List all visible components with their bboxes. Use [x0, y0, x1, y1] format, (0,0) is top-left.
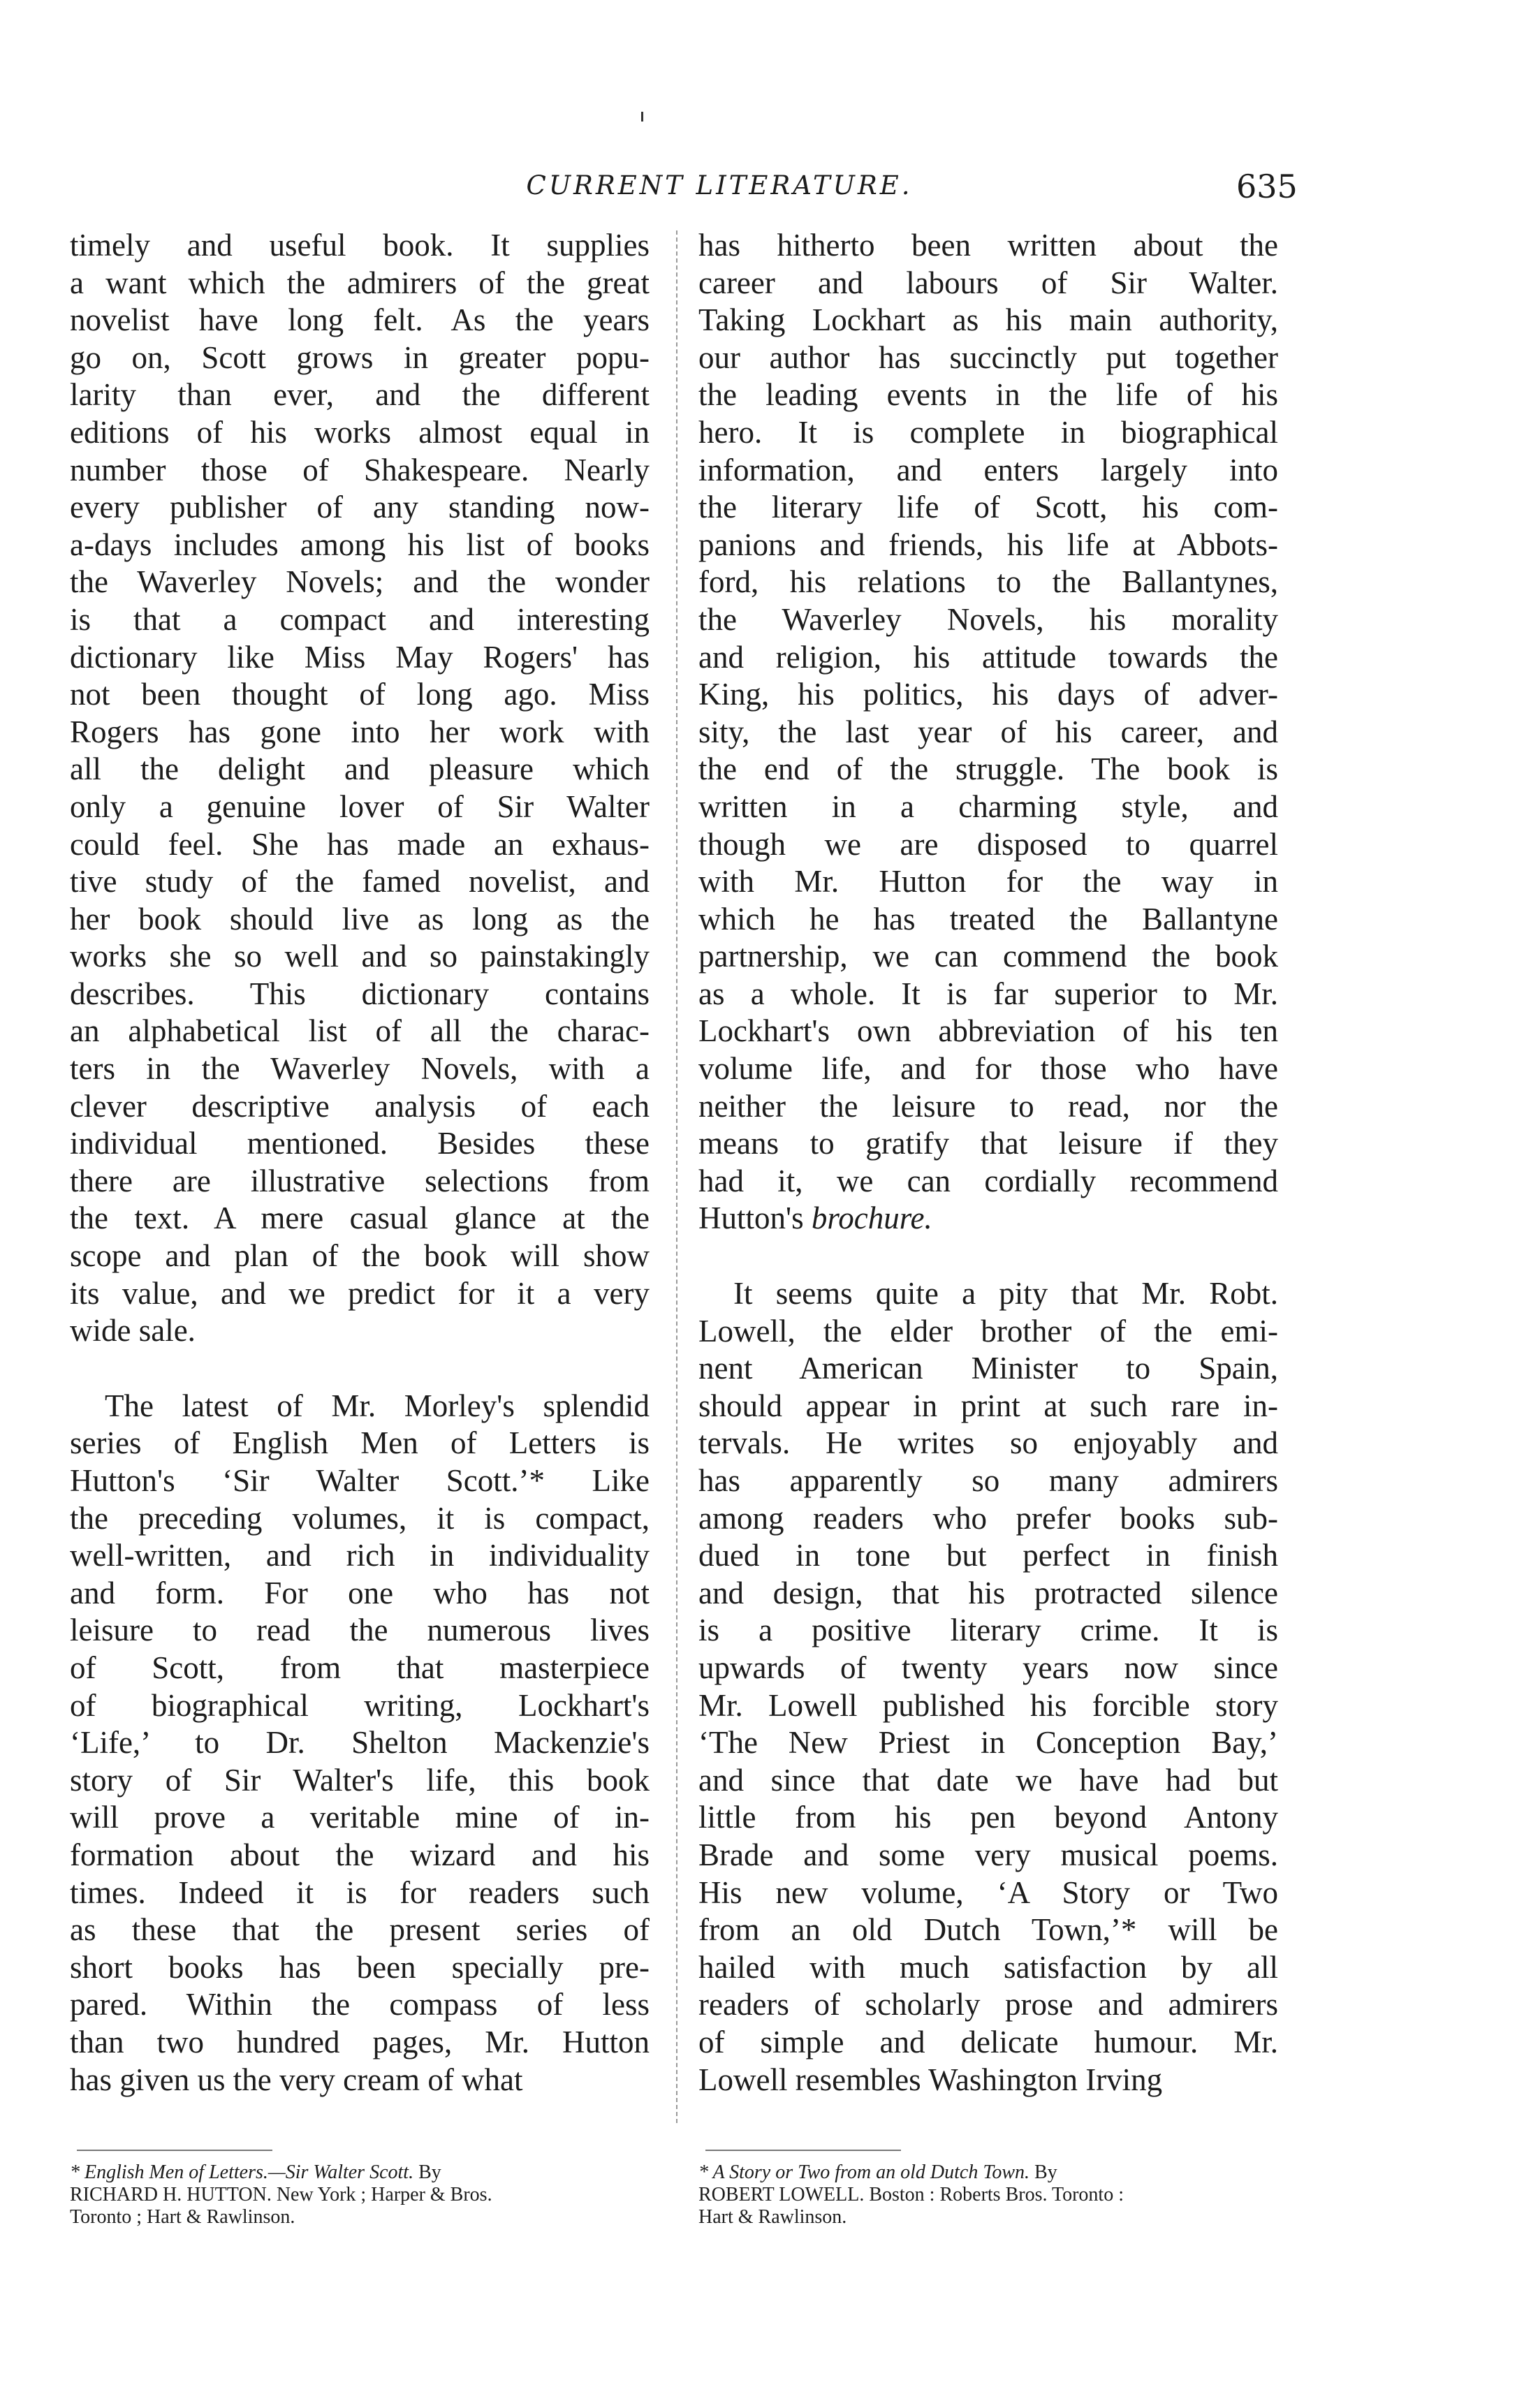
- text-line: novelist have long felt. As the years: [70, 302, 650, 338]
- text-line: of biographical writing, Lockhart's: [70, 1687, 650, 1723]
- text-line: with Mr. Hutton for the way in: [698, 864, 1278, 900]
- text-line: panions and friends, his life at Abbots-: [698, 527, 1278, 562]
- text-line-prefix: Hutton's: [698, 1201, 812, 1236]
- text-line: a-days includes among his list of books: [70, 527, 650, 562]
- text-line: its value, and we predict for it a very: [70, 1275, 650, 1311]
- page-number: 635: [1236, 168, 1298, 205]
- text-line: upwards of twenty years now since: [698, 1650, 1278, 1685]
- text-line: than two hundred pages, Mr. Hutton: [70, 2024, 650, 2060]
- text-line: little from his pen beyond Antony: [698, 1800, 1278, 1835]
- text-line: has apparently so many admirers: [698, 1463, 1278, 1498]
- text-line: means to gratify that leisure if they: [698, 1126, 1278, 1161]
- text-line: readers of scholarly prose and admirers: [698, 1987, 1278, 2022]
- text-line: an alphabetical list of all the charac-: [70, 1013, 650, 1049]
- paragraph: [698, 1275, 1278, 2099]
- right-column: [698, 227, 1278, 2099]
- text-line: is that a compact and interesting: [70, 601, 650, 637]
- text-line: should appear in print at such rare in-: [698, 1388, 1278, 1423]
- page-header: [0, 168, 1517, 216]
- text-line: though we are disposed to quarrel: [698, 826, 1278, 862]
- footnote-right: [698, 2161, 1278, 2229]
- text-line: His new volume, ‘A Story or Two: [698, 1874, 1278, 1910]
- text-line: the leading events in the life of his: [698, 377, 1278, 413]
- text-line: ‘Life,’ to Dr. Shelton Mackenzie's: [70, 1725, 650, 1761]
- text-line: larity than ever, and the different: [70, 377, 650, 413]
- text-line: formation about the wizard and his: [70, 1837, 650, 1872]
- footnote-left: [70, 2161, 650, 2229]
- text-line: series of English Men of Letters is: [70, 1425, 650, 1461]
- text-line: leisure to read the numerous lives: [70, 1613, 650, 1648]
- text-line: describes. This dictionary contains: [70, 976, 650, 1011]
- text-line: there are illustrative selections from: [70, 1163, 650, 1198]
- footnote-rule-left: [77, 2150, 272, 2151]
- text-line: Rogers has gone into her work with: [70, 714, 650, 749]
- text-line: The latest of Mr. Morley's splendid: [105, 1388, 650, 1423]
- text-line: timely and useful book. It supplies: [70, 228, 650, 263]
- text-line: from an old Dutch Town,’* will be: [698, 1912, 1278, 1948]
- text-line: partnership, we can commend the book: [698, 939, 1278, 974]
- text-line: the text. A mere casual glance at the: [70, 1201, 650, 1236]
- running-title: CURRENT LITERATURE.: [526, 170, 913, 200]
- text-line: volume life, and for those who have: [698, 1051, 1278, 1087]
- text-line: ford, his relations to the Ballantynes,: [698, 564, 1278, 600]
- text-line: and form. For one who has not: [70, 1575, 650, 1610]
- text-line: every publisher of any standing now-: [70, 490, 650, 525]
- text-line: sity, the last year of his career, and: [698, 714, 1278, 749]
- text-line: wide sale.: [70, 1313, 196, 1349]
- text-line: not been thought of long ago. Miss: [70, 677, 650, 712]
- text-line: and religion, his attitude towards the: [698, 639, 1278, 675]
- paragraph-gap: [698, 1238, 1278, 1275]
- paragraph: [70, 227, 650, 1350]
- text-line: works she so well and so painstakingly: [70, 939, 650, 974]
- text-line: a want which the admirers of the great: [70, 265, 650, 300]
- text-line: as a whole. It is far superior to Mr.: [698, 976, 1278, 1011]
- text-line: all the delight and pleasure which: [70, 751, 650, 787]
- paragraph: [698, 227, 1278, 1238]
- text-line: which he has treated the Ballantyne: [698, 901, 1278, 937]
- text-line: individual mentioned. Besides these: [70, 1126, 650, 1161]
- text-line: has given us the very cream of what: [70, 2062, 523, 2097]
- text-line: nent American Minister to Spain,: [698, 1351, 1278, 1386]
- text-line: of Scott, from that masterpiece: [70, 1650, 650, 1685]
- footnote-line: [70, 2161, 650, 2184]
- text-line: our author has succinctly put together: [698, 339, 1278, 375]
- text-line: the preceding volumes, it is compact,: [70, 1500, 650, 1536]
- text-line: scope and plan of the book will show: [70, 1238, 650, 1274]
- text-line: Lowell resembles Washington Irving: [698, 2062, 1163, 2097]
- text-line: editions of his works almost equal in: [70, 414, 650, 450]
- text-line: had it, we can cordially recommend: [698, 1163, 1278, 1198]
- footnote-line: Toronto ; Hart & Rawlinson.: [70, 2206, 295, 2228]
- footnote-line: ROBERT LOWELL. Boston : Roberts Bros. Toronto :: [698, 2184, 1124, 2205]
- text-line: Lowell, the elder brother of the emi-: [698, 1313, 1278, 1349]
- text-line: dued in tone but perfect in finish: [698, 1538, 1278, 1573]
- column-divider: [676, 230, 677, 2123]
- text-line: go on, Scott grows in greater popu-: [70, 339, 650, 375]
- text-line: and design, that his protracted silence: [698, 1575, 1278, 1610]
- text-line: only a genuine lover of Sir Walter: [70, 788, 650, 824]
- footnote-text: By: [413, 2161, 441, 2183]
- footnote-text: By: [1029, 2161, 1057, 2183]
- text-line: Brade and some very musical poems.: [698, 1837, 1278, 1872]
- text-line: is a positive literary crime. It is: [698, 1613, 1278, 1648]
- text-line: of simple and delicate humour. Mr.: [698, 2024, 1278, 2060]
- footnote-line: RICHARD H. HUTTON. New York ; Harper & Bros.: [70, 2184, 492, 2205]
- paragraph-gap: [70, 1350, 650, 1388]
- footnote-line: Hart & Rawlinson.: [698, 2206, 847, 2228]
- text-line: pared. Within the compass of less: [70, 1987, 650, 2022]
- text-line: short books has been specially pre-: [70, 1949, 650, 1985]
- text-line: among readers who prefer books sub-: [698, 1500, 1278, 1536]
- text-line: well-written, and rich in individuality: [70, 1538, 650, 1573]
- text-line: times. Indeed it is for readers such: [70, 1874, 650, 1910]
- text-line: information, and enters largely into: [698, 452, 1278, 487]
- text-line: ‘The New Priest in Conception Bay,’: [698, 1725, 1278, 1761]
- text-line: It seems quite a pity that Mr. Robt.: [733, 1276, 1278, 1312]
- text-line: [698, 1200, 1278, 1238]
- footnote-title: * English Men of Letters.—Sir Walter Scott.: [70, 2161, 414, 2183]
- text-line: will prove a veritable mine of in-: [70, 1800, 650, 1835]
- text-line: as these that the present series of: [70, 1912, 650, 1948]
- text-line: and since that date we have had but: [698, 1762, 1278, 1798]
- text-line: has hitherto been written about the: [698, 228, 1278, 263]
- text-line: King, his politics, his days of adver-: [698, 677, 1278, 712]
- text-line: Taking Lockhart as his main authority,: [698, 302, 1278, 338]
- text-line: clever descriptive analysis of each: [70, 1088, 650, 1124]
- paragraph: [70, 1388, 650, 2099]
- text-line: ters in the Waverley Novels, with a: [70, 1051, 650, 1087]
- text-line: the Waverley Novels, his morality: [698, 601, 1278, 637]
- text-line: the Waverley Novels; and the wonder: [70, 564, 650, 600]
- text-line: Lockhart's own abbreviation of his ten: [698, 1013, 1278, 1049]
- text-line: hero. It is complete in biographical: [698, 414, 1278, 450]
- left-column: [70, 227, 650, 2099]
- text-line-italic: brochure.: [811, 1201, 932, 1236]
- text-line: tervals. He writes so enjoyably and: [698, 1425, 1278, 1461]
- text-line: number those of Shakespeare. Nearly: [70, 452, 650, 487]
- text-line: the literary life of Scott, his com-: [698, 490, 1278, 525]
- text-line: could feel. She has made an exhaus-: [70, 826, 650, 862]
- text-line: the end of the struggle. The book is: [698, 751, 1278, 787]
- ink-speck: [641, 112, 643, 122]
- text-line: career and labours of Sir Walter.: [698, 265, 1278, 300]
- text-line: Hutton's ‘Sir Walter Scott.’* Like: [70, 1463, 650, 1498]
- text-line: neither the leisure to read, nor the: [698, 1088, 1278, 1124]
- text-line: Mr. Lowell published his forcible story: [698, 1687, 1278, 1723]
- text-line: dictionary like Miss May Rogers' has: [70, 639, 650, 675]
- footnote-line: [698, 2161, 1278, 2184]
- footnote-title: * A Story or Two from an old Dutch Town.: [698, 2161, 1030, 2183]
- text-line: her book should live as long as the: [70, 901, 650, 937]
- text-line: tive study of the famed novelist, and: [70, 864, 650, 900]
- text-line: story of Sir Walter's life, this book: [70, 1762, 650, 1798]
- footnote-rule-right: [705, 2150, 901, 2151]
- text-line: written in a charming style, and: [698, 788, 1278, 824]
- text-line: hailed with much satisfaction by all: [698, 1949, 1278, 1985]
